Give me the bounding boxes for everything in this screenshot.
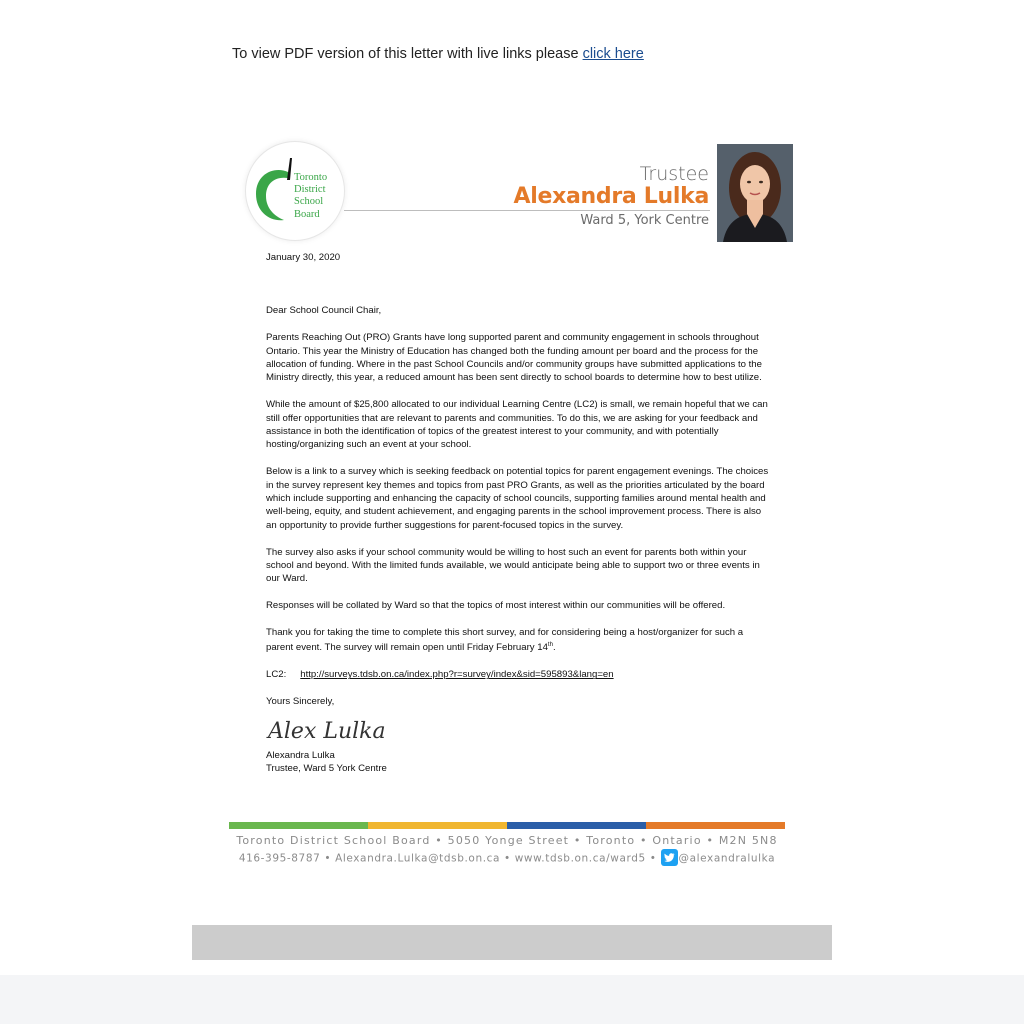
thanks-sup: th (547, 642, 553, 649)
signer-title: Trustee, Ward 5 York Centre (266, 763, 387, 775)
survey-line (266, 668, 771, 681)
twitter-icon[interactable] (661, 849, 678, 866)
survey-link[interactable]: http://surveys.tdsb.on.ca/index.php?r=survey/index&sid=595893&lang=en (300, 669, 614, 681)
header-divider (344, 210, 710, 211)
color-strip-segment (646, 822, 785, 829)
letter-paragraph: While the amount of $25,800 allocated to our individual Learning Centre (LC2) is small, we remain hopeful that we can still offer opportunities that are relevant to parents and communities. To do this, we are asking for your feedback and assistance in both the identification of topics of the greatest interest to your community, and with potentially hosting/organizing such an event at your school. (266, 399, 768, 451)
trustee-photo (717, 144, 793, 242)
logo-line: Board (294, 208, 320, 220)
thanks-text: Thank you for taking the time to complete this short survey, and for considering being a host/organizer for such a parent event. The survey will remain open until Friday February 14 (266, 627, 744, 654)
color-strip-segment (507, 822, 646, 829)
letter-paragraph: The survey also asks if your school community would be willing to host such an event for parents both within your school and beyond. With the limited funds available, we would anticipate being able to support two or three events in our Ward. (266, 546, 760, 585)
logo-text (294, 172, 327, 221)
letter-paragraph: Parents Reaching Out (PRO) Grants have long supported parent and community engagement in schools throughout Ontario. This year the Ministry of Education has changed both the funding amount per board and the process for the allocation of funding. Where in the past School Councils and/or community groups have submitted applications to the Ministry directly, this year, a reduced amount has been sent directly to school boards to determine how to best utilize. (266, 332, 762, 384)
letter-paragraph: Responses will be collated by Ward so that the topics of most interest within our communities will be offered. (266, 600, 726, 612)
letter-date: January 30, 2020 (266, 252, 341, 263)
signature (266, 711, 771, 749)
pdf-click-here-link[interactable]: click here (582, 46, 644, 62)
logo-line: District (294, 184, 326, 196)
signature-image (266, 711, 386, 749)
color-strip-segment (368, 822, 507, 829)
logo-line: School (294, 196, 324, 208)
footer-address: Toronto District School Board • 5050 Yonge Street • Toronto • Ontario • M2N 5N8 (236, 834, 778, 847)
tdsb-logo (246, 142, 344, 240)
logo-line: Toronto (294, 172, 328, 183)
letter-thanks-paragraph (266, 626, 771, 655)
signature-text: Alex Lulka (268, 718, 386, 744)
email-footer-bar (192, 925, 832, 960)
letter-body (266, 251, 771, 775)
survey-label: LC2: (266, 669, 287, 681)
pdf-notice (232, 46, 644, 62)
pdf-notice-text: To view PDF version of this letter with live links please (232, 46, 579, 62)
thanks-end: . (552, 642, 556, 654)
signer-name: Alexandra Lulka (266, 749, 335, 761)
footer-contact (229, 850, 785, 867)
footer-color-strip (229, 822, 785, 829)
trustee-label: Trustee (639, 163, 709, 185)
trustee-name: Alexandra Lulka (513, 184, 709, 209)
color-strip-segment (229, 822, 368, 829)
trustee-ward: Ward 5, York Centre (580, 213, 709, 228)
twitter-handle[interactable]: @alexandralulka (678, 852, 776, 865)
page-bottom-band (0, 975, 1024, 1024)
footer-contact-text: 416-395-8787 • Alexandra.Lulka@tdsb.on.ca • www.tdsb.on.ca/ward5 • (238, 852, 657, 865)
letter-greeting: Dear School Council Chair, (266, 305, 382, 317)
letter-closing: Yours Sincerely, (266, 696, 335, 708)
letter-paragraph: Below is a link to a survey which is seeking feedback on potential topics for parent engagement evenings. The choices in the survey represent key themes and topics from past PRO Grants, as well as the priorities articulated by the board which include supporting and enhancing the capacity of school councils, supporting families around mental health and well-being, equity, and student achievement, and engaging parents in the school improvement process. There is also an opportunity to provide further suggestions for parent-focused topics in the survey. (266, 466, 769, 531)
